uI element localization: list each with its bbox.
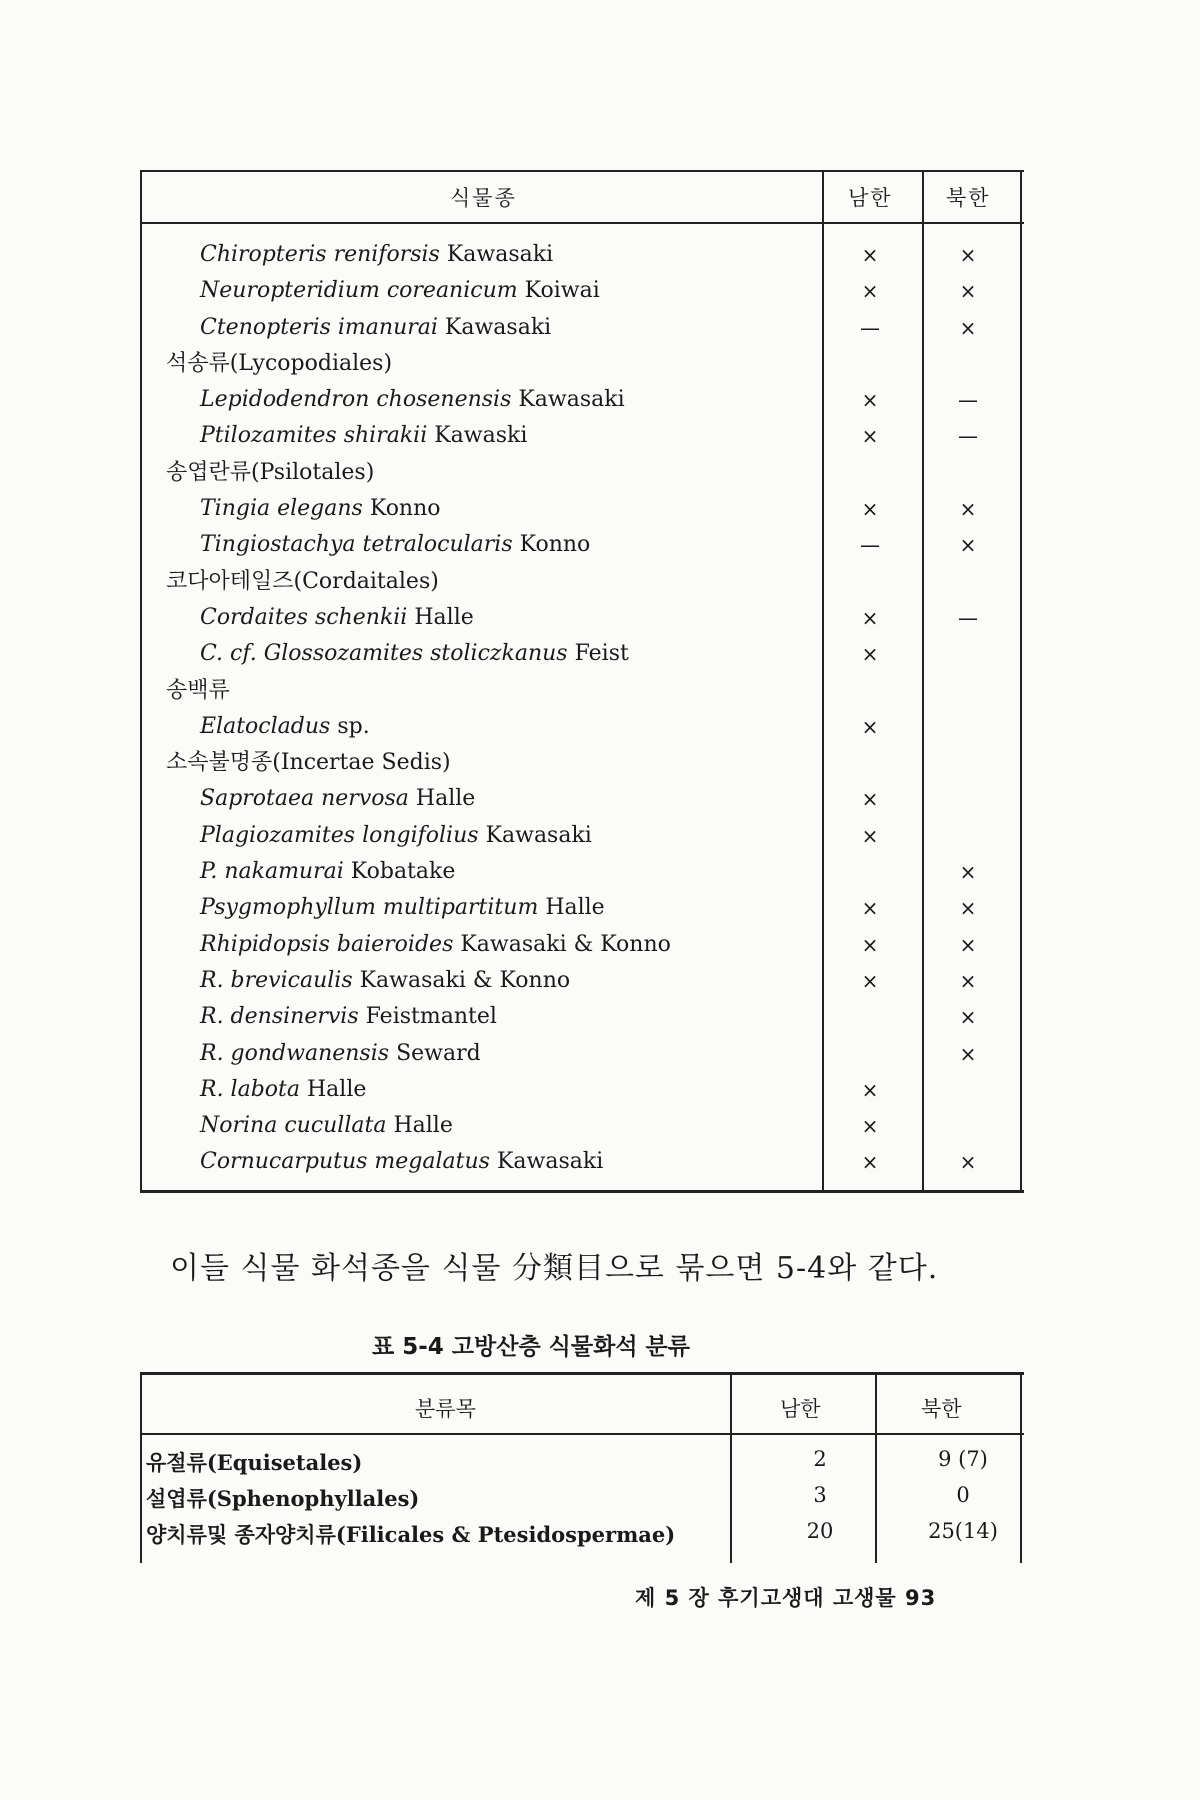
- species-row: [140, 315, 1024, 351]
- row-name: [200, 859, 455, 885]
- north-mark: ×: [959, 315, 977, 340]
- species-row: [140, 496, 1024, 532]
- species-author: Kobatake: [350, 859, 456, 885]
- row-name: [200, 1004, 497, 1030]
- south-mark: ×: [861, 1077, 879, 1102]
- species-name: C. cf. Glossozamites stoliczkanus: [200, 641, 568, 667]
- species-name: Chiropteris reniforsis: [200, 242, 440, 267]
- row-name: [166, 678, 230, 704]
- species-name: R. gondwanensis: [200, 1040, 390, 1066]
- row-name: [200, 968, 570, 994]
- species-name: Lepidodendron chosenensis: [200, 387, 512, 413]
- header-order: 분류목: [415, 1397, 476, 1421]
- row-name: [200, 605, 474, 631]
- order-name: 양치류및 종자양치류(Filicales & Ptesidospermae): [146, 1522, 676, 1547]
- species-row: [140, 641, 1024, 677]
- south-mark: ×: [861, 243, 879, 267]
- species-author: Konno: [369, 496, 441, 522]
- north-mark: ×: [959, 896, 977, 921]
- species-name: Rhipidopsis baieroides: [200, 931, 454, 957]
- north-count: 9 (7): [938, 1447, 988, 1471]
- species-row: [140, 786, 1024, 822]
- species-row: [140, 605, 1024, 641]
- species-row: [140, 714, 1024, 750]
- row-name: [200, 641, 629, 667]
- row-name: [200, 423, 527, 449]
- south-mark: ×: [861, 642, 879, 667]
- south-mark: —: [860, 533, 880, 558]
- north-count: 25(14): [928, 1519, 998, 1543]
- species-row: [140, 423, 1024, 459]
- north-mark: ×: [959, 968, 977, 993]
- north-mark: ×: [959, 932, 977, 957]
- species-name: Neuropteridium coreanicum: [200, 278, 518, 304]
- species-row: [140, 968, 1024, 1004]
- species-row: [140, 1004, 1024, 1040]
- south-mark: ×: [861, 932, 879, 957]
- species-name: Psygmophyllum multipartitum: [200, 895, 539, 921]
- north-mark: ×: [959, 1041, 977, 1066]
- row-name: [200, 532, 590, 558]
- classification-row: [140, 1483, 1024, 1517]
- row-name: [200, 786, 475, 812]
- row-name: [200, 387, 625, 413]
- species-author: Kawasaki: [485, 822, 592, 848]
- group-label: 석송류(Lycopodiales): [166, 350, 393, 376]
- table-caption: 표 5-4 고방산층 식물화석 분류: [372, 1334, 690, 1360]
- header-south: 남한: [780, 1397, 821, 1421]
- species-author: Halle: [307, 1076, 367, 1102]
- table-header: [140, 1375, 1024, 1435]
- north-mark: ×: [959, 533, 977, 558]
- group-label: 소속불명종(Incertae Sedis): [166, 750, 451, 776]
- south-mark: ×: [861, 424, 879, 449]
- species-author: Kawaski: [434, 423, 528, 449]
- south-mark: ×: [861, 1114, 879, 1139]
- species-name: Tingia elegans: [200, 496, 363, 522]
- species-author: Kawasaki: [444, 314, 552, 340]
- header-species: 식물종: [450, 186, 517, 210]
- south-mark: ×: [861, 279, 879, 304]
- north-mark: ×: [959, 279, 977, 304]
- south-count: 2: [813, 1447, 827, 1471]
- classification-row: [140, 1519, 1024, 1553]
- order-name: 설엽류(Sphenophyllales): [146, 1486, 420, 1511]
- group-row: [140, 351, 1024, 387]
- species-author: Halle: [414, 604, 474, 630]
- row-name: [166, 750, 451, 776]
- species-row: [140, 1113, 1024, 1149]
- north-count: 0: [956, 1483, 970, 1507]
- row-name: [200, 1149, 603, 1175]
- species-author: Halle: [415, 786, 476, 812]
- north-mark: —: [958, 605, 978, 630]
- species-author: Kawasaki: [518, 387, 625, 413]
- species-row: [140, 1077, 1024, 1113]
- species-author: sp.: [337, 713, 370, 739]
- south-mark: ×: [861, 823, 879, 848]
- species-row: [140, 932, 1024, 968]
- north-mark: ×: [959, 497, 977, 522]
- species-author: Konno: [519, 532, 591, 558]
- species-author: Feistmantel: [365, 1004, 497, 1030]
- species-name: Ptilozamites shirakii: [200, 423, 428, 449]
- south-mark: ×: [861, 968, 879, 993]
- species-name: Ctenopteris imanurai: [200, 314, 438, 340]
- south-mark: ×: [861, 1150, 879, 1175]
- species-name: Elatocladus: [200, 713, 331, 739]
- species-author: Halle: [545, 895, 605, 921]
- row-name: [166, 569, 439, 595]
- group-row: [140, 678, 1024, 714]
- row-name: [200, 1041, 481, 1067]
- south-count: 3: [813, 1483, 827, 1507]
- header-south: 남한: [848, 186, 893, 210]
- row-name: [200, 315, 551, 341]
- species-author: Halle: [393, 1113, 453, 1139]
- north-mark: ×: [959, 1005, 977, 1030]
- species-row: [140, 859, 1024, 895]
- species-name: R. labota: [200, 1076, 300, 1102]
- row-name: [200, 895, 605, 921]
- row-name: [200, 496, 441, 522]
- row-name: [166, 351, 392, 377]
- north-mark: —: [958, 388, 978, 413]
- group-row: [140, 750, 1024, 786]
- species-author: Seward: [396, 1040, 481, 1066]
- group-label: 코다아테일즈(Cordaitales): [166, 568, 439, 594]
- species-row: [140, 532, 1024, 568]
- table-header: [140, 172, 1024, 224]
- row-name: [200, 242, 553, 268]
- species-name: R. brevicaulis: [200, 967, 353, 993]
- north-mark: ×: [959, 860, 977, 885]
- south-mark: —: [860, 315, 880, 340]
- south-mark: ×: [861, 714, 879, 739]
- north-mark: ×: [959, 1150, 977, 1175]
- header-north: 북한: [946, 186, 991, 210]
- group-label: 송엽란류(Psilotales): [166, 459, 375, 485]
- table-body: [140, 242, 1024, 1186]
- body-paragraph: 이들 식물 화석종을 식물 分類目으로 묶으면 5-4와 같다.: [170, 1251, 939, 1286]
- header-north: 북한: [921, 1397, 962, 1421]
- species-row: [140, 1149, 1024, 1185]
- classification-row: [140, 1447, 1024, 1481]
- group-row: [140, 569, 1024, 605]
- north-mark: —: [958, 424, 978, 449]
- species-author: Feist: [574, 641, 629, 667]
- species-author: Kawasaki: [446, 242, 554, 267]
- group-label: 송백류: [166, 677, 230, 703]
- species-row: [140, 278, 1024, 314]
- species-name: Saprotaea nervosa: [200, 786, 409, 812]
- row-name: [200, 823, 592, 849]
- row-name: [200, 1077, 366, 1103]
- row-name: [200, 714, 370, 740]
- species-row: [140, 895, 1024, 931]
- species-author: Koiwai: [524, 278, 600, 304]
- south-mark: ×: [861, 497, 879, 522]
- row-name: [200, 932, 671, 958]
- species-name: Cornucarputus megalatus: [200, 1149, 490, 1175]
- row-name: [200, 278, 600, 304]
- species-name: Cordaites schenkii: [200, 604, 408, 630]
- south-count: 20: [806, 1519, 834, 1543]
- species-row: [140, 242, 1024, 278]
- south-mark: ×: [861, 896, 879, 921]
- north-mark: ×: [959, 243, 977, 267]
- species-name: R. densinervis: [200, 1004, 359, 1030]
- species-author: Kawasaki: [496, 1149, 604, 1175]
- species-name: P. nakamurai: [200, 859, 344, 885]
- classification-table: [140, 1372, 1024, 1563]
- south-mark: ×: [861, 605, 879, 630]
- species-author: Kawasaki & Konno: [359, 967, 571, 993]
- group-row: [140, 460, 1024, 496]
- species-row: [140, 1041, 1024, 1077]
- species-name: Norina cucullata: [200, 1113, 387, 1139]
- south-mark: ×: [861, 388, 879, 413]
- row-name: [200, 1113, 453, 1139]
- fossil-species-table: [140, 170, 1024, 1193]
- species-author: Kawasaki & Konno: [460, 931, 671, 957]
- species-name: Plagiozamites longifolius: [200, 822, 479, 848]
- south-mark: ×: [861, 787, 879, 812]
- row-name: [166, 460, 374, 486]
- species-name: Tingiostachya tetralocularis: [200, 532, 513, 558]
- species-row: [140, 823, 1024, 859]
- page-footer: 제 5 장 후기고생대 고생물 93: [635, 1586, 937, 1610]
- species-row: [140, 387, 1024, 423]
- order-name: 유절류(Equisetales): [146, 1450, 363, 1475]
